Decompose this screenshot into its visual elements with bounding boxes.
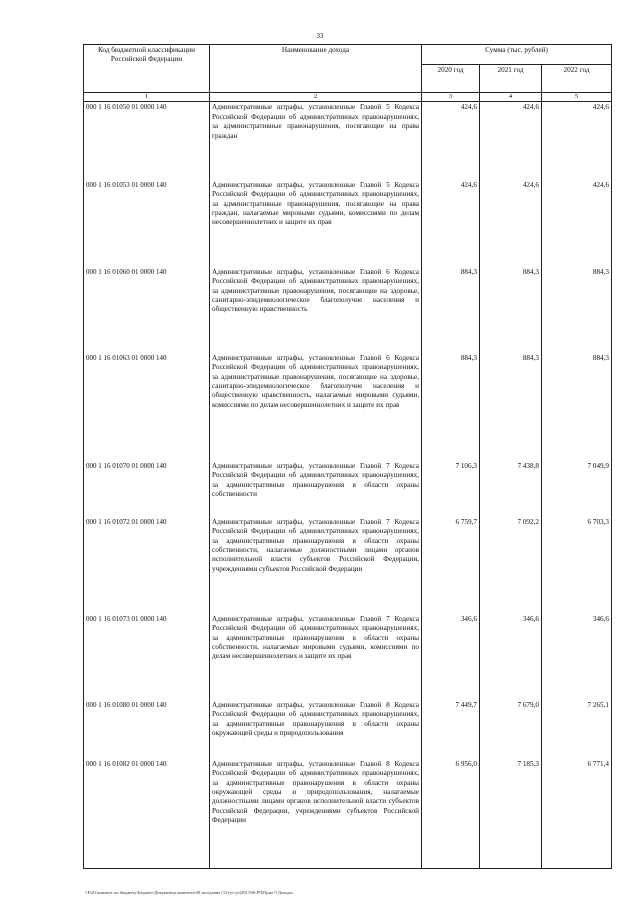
value-2020: 346,6 [422,614,480,700]
header-name: Наименование дохода [210,45,422,93]
value-2022: 6 771,4 [542,759,612,869]
footer-file-path: \\Fs01\комитет по бюджету\Бюджет\Документы комитета\49 заседание (12)\уг\уг(49) 596-РЧ\Прил 9 Доходы [85,890,293,895]
row-code: 000 1 16 01082 01 0000 140 [84,759,210,869]
row-name: Административные штрафы, установленные Главой 8 Кодекса Российской Федерации об административных правонарушениях, за административные правонарушения в области охраны окружающей среды и природопользования, налагаемые должностными лицами органов исполнительной власти субъектов Российской Федерации, учреждениями субъектов Российской Федерации [210,759,422,869]
column-number: 4 [480,93,542,102]
value-2021: 7 092,2 [480,517,542,614]
table-row [84,461,612,517]
column-number: 2 [210,93,422,102]
row-name: Административные штрафы, установленные Главой 7 Кодекса Российской Федерации об административных правонарушениях, за административные правонарушения в области охраны собственности, налагаемые должностными лицами органов исполнительной власти субъектов Российской Федерации, учреждениями субъектов Российской Федерации [210,517,422,614]
table-row [84,102,612,180]
row-code: 000 1 16 01060 01 0000 140 [84,267,210,353]
value-2020: 424,6 [422,180,480,267]
value-2020: 424,6 [422,102,480,180]
value-2020: 884,3 [422,353,480,461]
value-2022: 6 703,3 [542,517,612,614]
value-2021: 7 679,0 [480,700,542,759]
value-2022: 7 265,1 [542,700,612,759]
value-2022: 424,6 [542,180,612,267]
value-2020: 7 449,7 [422,700,480,759]
value-2020: 7 106,3 [422,461,480,517]
row-name: Административные штрафы, установленные Главой 5 Кодекса Российской Федерации об административных правонарушениях, за административные правонарушения, посягающие на права граждан [210,102,422,180]
table-row [84,614,612,700]
value-2022: 884,3 [542,353,612,461]
row-name: Административные штрафы, установленные Главой 7 Кодекса Российской Федерации об административных правонарушениях, за административные правонарушения в области охраны собственности, налагаемые мировыми судьями, комиссиями по делам несовершеннолетних и защите их прав [210,614,422,700]
row-code: 000 1 16 01053 01 0000 140 [84,180,210,267]
row-code: 000 1 16 01050 01 0000 140 [84,102,210,180]
row-name: Административные штрафы, установленные Главой 8 Кодекса Российской Федерации об административных правонарушениях, за административные правонарушения в области охраны окружающей среды и природопользования [210,700,422,759]
row-code: 000 1 16 01063 01 0000 140 [84,353,210,461]
row-code: 000 1 16 01073 01 0000 140 [84,614,210,700]
value-2022: 7 049,9 [542,461,612,517]
column-number: 3 [422,93,480,102]
header-year-2022: 2022 год [542,65,612,93]
value-2022: 884,3 [542,267,612,353]
table-row [84,517,612,614]
value-2022: 424,6 [542,102,612,180]
value-2021: 884,3 [480,353,542,461]
row-code: 000 1 16 01080 01 0000 140 [84,700,210,759]
header-year-2021: 2021 год [480,65,542,93]
column-number: 5 [542,93,612,102]
value-2020: 884,3 [422,267,480,353]
row-code: 000 1 16 01072 01 0000 140 [84,517,210,614]
value-2021: 424,6 [480,102,542,180]
row-name: Административные штрафы, установленные Главой 6 Кодекса Российской Федерации об административных правонарушениях, за административные правонарушения, посягающие на здоровье, санитарно-эпидемиологическое благополучие населения и общественную нравственность [210,267,422,353]
row-code: 000 1 16 01070 01 0000 140 [84,461,210,517]
row-name: Административные штрафы, установленные Главой 5 Кодекса Российской Федерации об административных правонарушениях, за административные правонарушения, посягающие на права граждан, налагаемые мировыми судьями, комиссиями по делам несовершеннолетних и защите их прав [210,180,422,267]
value-2020: 6 956,0 [422,759,480,869]
row-name: Административные штрафы, установленные Главой 6 Кодекса Российской Федерации об административных правонарушениях, за административные правонарушения, посягающие на здоровье, санитарно-эпидемиологическое благополучие населения и общественную нравственность, налагаемые мировыми судьями, комиссиями по делам несовершеннолетних и защите их прав [210,353,422,461]
column-number: 1 [84,93,210,102]
page-number: 33 [316,32,324,40]
value-2021: 7 438,8 [480,461,542,517]
header-year-2020: 2020 год [422,65,480,93]
value-2022: 346,6 [542,614,612,700]
header-code: Код бюджетной классификации Российской Федерации [84,45,210,93]
column-numbers-row [84,93,612,102]
table-row [84,759,612,869]
value-2020: 6 759,7 [422,517,480,614]
table-row [84,267,612,353]
revenue-table [83,44,612,869]
table-row [84,180,612,267]
value-2021: 884,3 [480,267,542,353]
table-row [84,700,612,759]
header-sum: Сумма (тыс. рублей) [422,45,612,65]
row-name: Административные штрафы, установленные Главой 7 Кодекса Российской Федерации об административных правонарушениях, за административные правонарушения в области охраны собственности [210,461,422,517]
value-2021: 346,6 [480,614,542,700]
value-2021: 424,6 [480,180,542,267]
table-row [84,353,612,461]
value-2021: 7 185,3 [480,759,542,869]
